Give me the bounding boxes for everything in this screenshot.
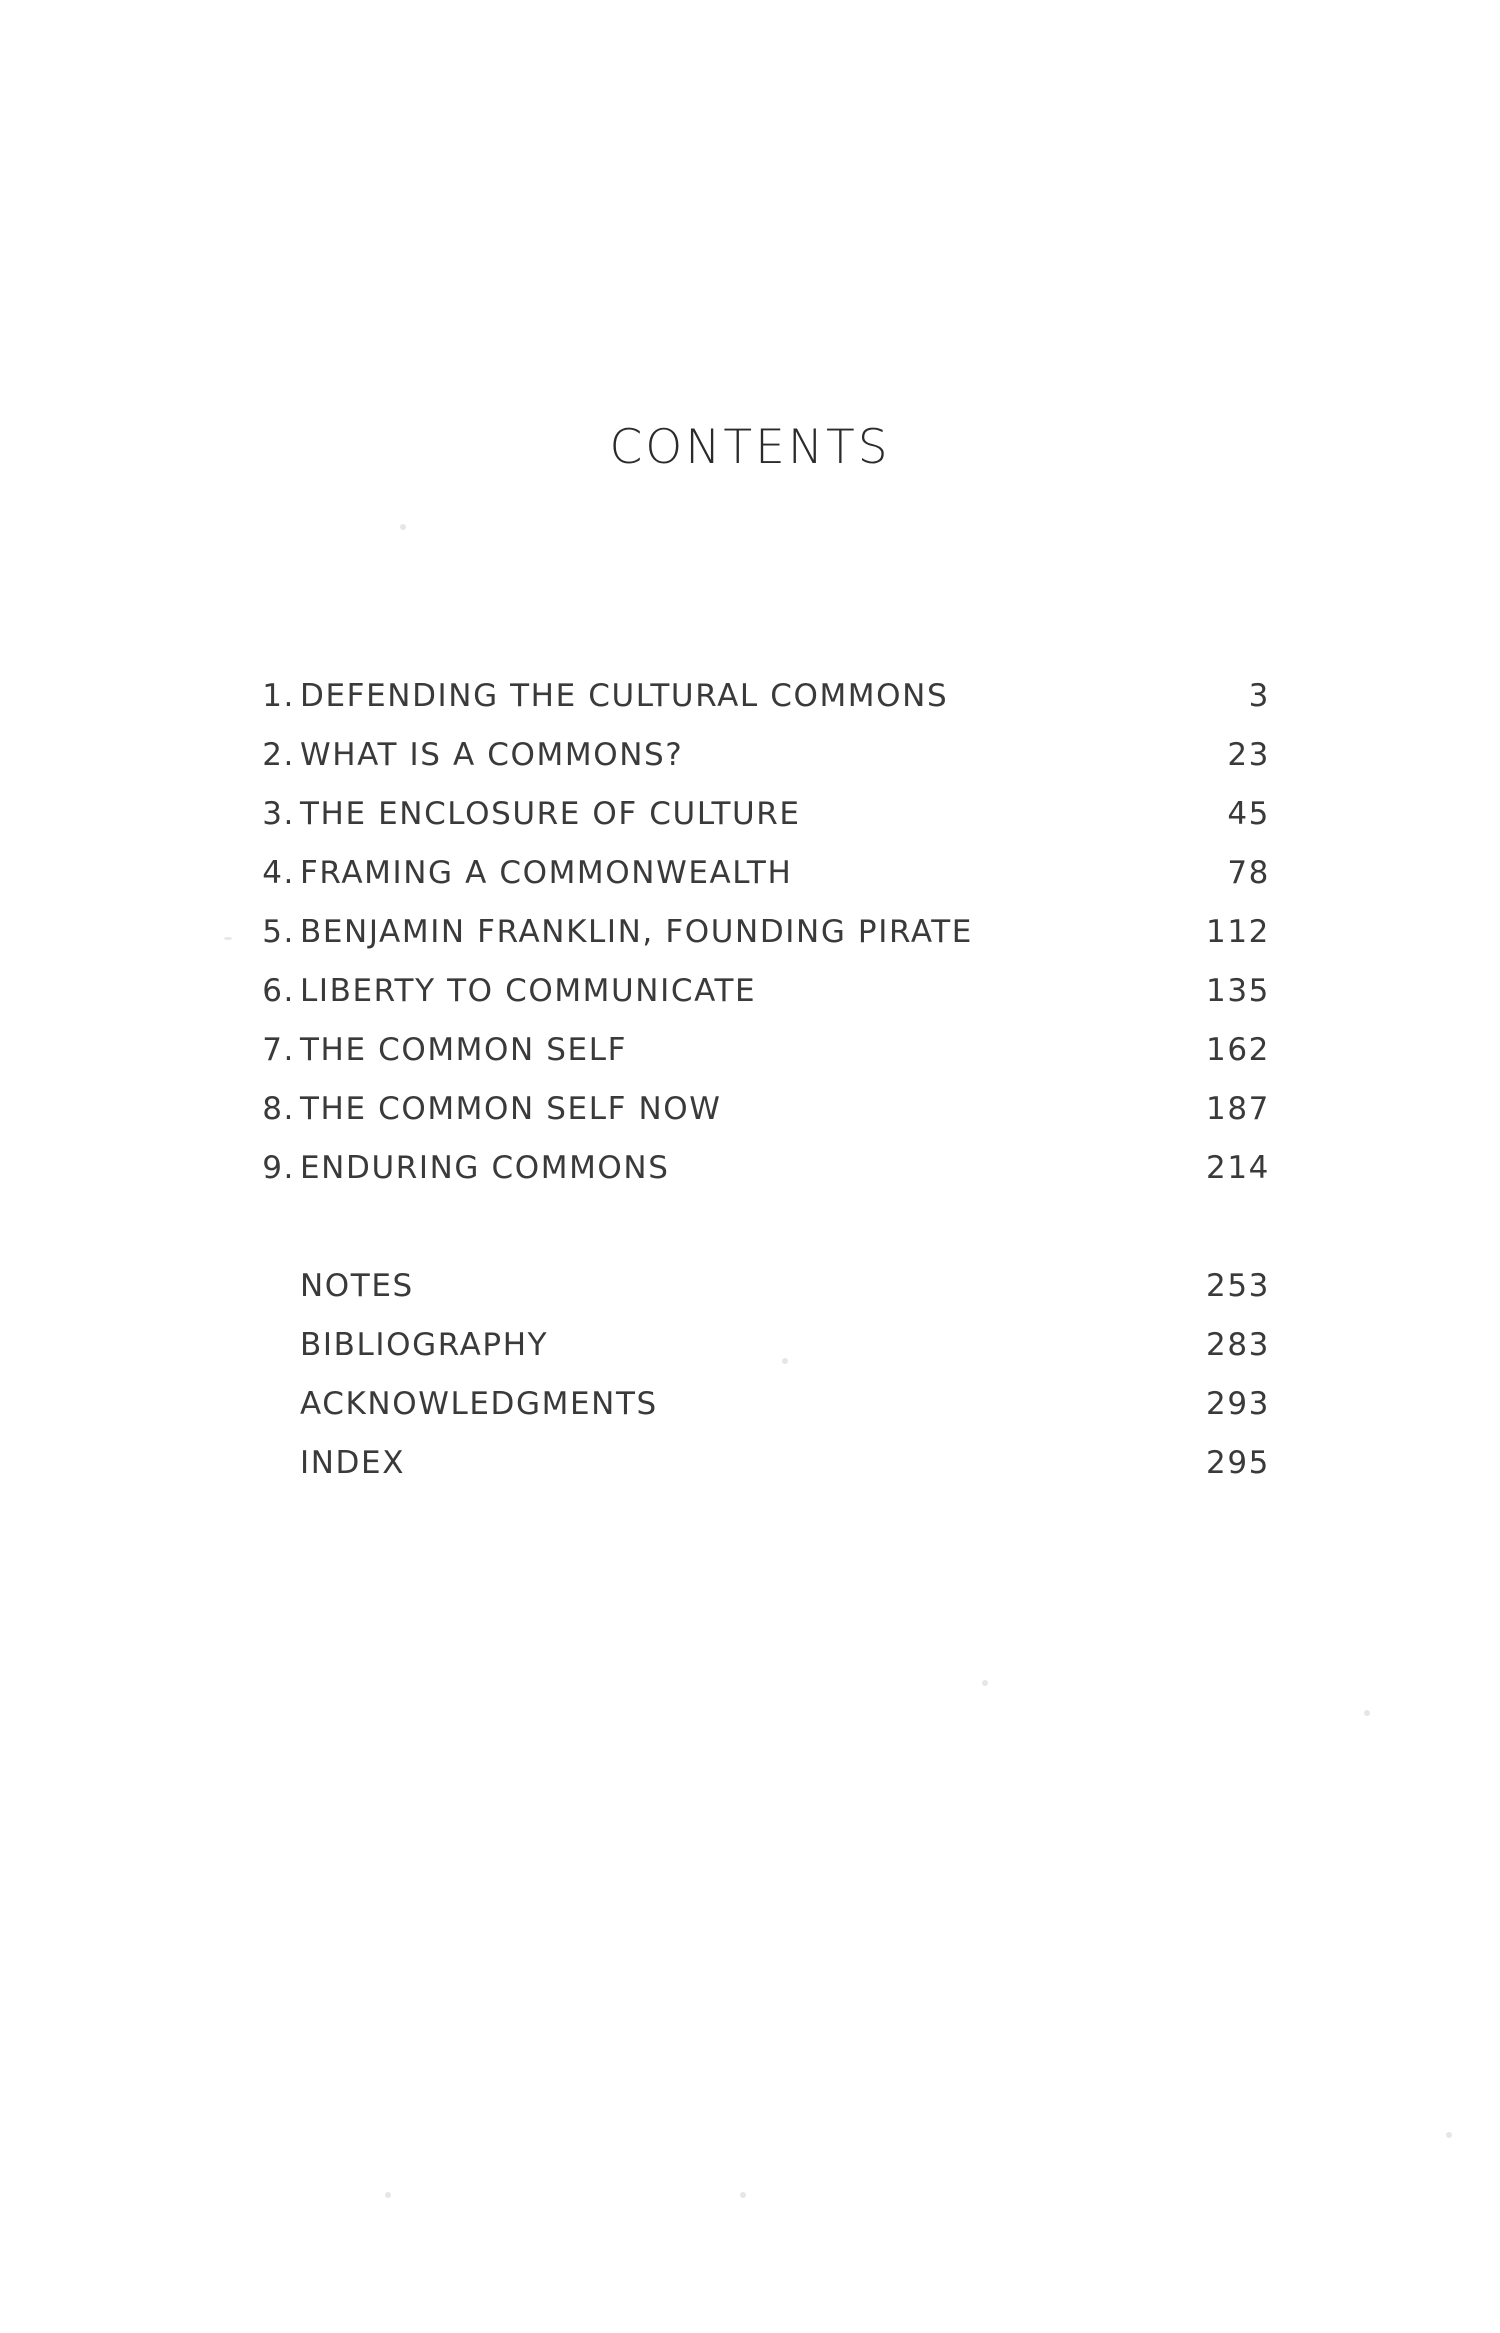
scan-speck <box>224 937 232 940</box>
chapter-number: 1. <box>262 678 295 714</box>
scan-speck <box>782 1358 788 1364</box>
chapter-number: 3. <box>262 796 295 832</box>
toc-entry-bibliography <box>250 1320 1270 1370</box>
chapter-title: ENDURING COMMONS <box>300 1150 670 1186</box>
toc-entry-acknowledgments <box>250 1379 1270 1429</box>
chapter-number: 6. <box>262 973 295 1009</box>
toc-entry-chapter-3 <box>250 789 1270 839</box>
toc-entry-chapter-1 <box>250 671 1270 721</box>
toc-entry-index <box>250 1438 1270 1488</box>
chapter-title: THE COMMON SELF NOW <box>300 1091 722 1127</box>
scan-speck <box>740 2192 746 2198</box>
toc-entry-chapter-9 <box>250 1143 1270 1193</box>
chapter-title: LIBERTY TO COMMUNICATE <box>300 973 757 1009</box>
toc-entry-notes <box>250 1261 1270 1311</box>
page-number: 187 <box>1206 1091 1270 1127</box>
toc-entry-chapter-5 <box>250 907 1270 957</box>
scan-speck <box>385 2192 391 2198</box>
chapter-title: DEFENDING THE CULTURAL COMMONS <box>300 678 949 714</box>
back-matter-title: ACKNOWLEDGMENTS <box>300 1386 658 1422</box>
chapter-title: THE ENCLOSURE OF CULTURE <box>300 796 801 832</box>
page-number: 293 <box>1206 1386 1270 1422</box>
chapter-number: 9. <box>262 1150 295 1186</box>
back-matter-title: BIBLIOGRAPHY <box>300 1327 549 1363</box>
chapter-number: 4. <box>262 855 295 891</box>
toc-entry-chapter-6 <box>250 966 1270 1016</box>
chapter-title: BENJAMIN FRANKLIN, FOUNDING PIRATE <box>300 914 973 950</box>
scan-speck <box>982 1680 988 1686</box>
scan-speck <box>1364 1710 1370 1716</box>
chapter-number: 5. <box>262 914 295 950</box>
chapter-number: 8. <box>262 1091 295 1127</box>
page-number: 295 <box>1206 1445 1270 1481</box>
page-number: 3 <box>1248 678 1270 714</box>
page-number: 283 <box>1206 1327 1270 1363</box>
chapter-title: FRAMING A COMMONWEALTH <box>300 855 793 891</box>
chapter-title: WHAT IS A COMMONS? <box>300 737 684 773</box>
chapter-title: THE COMMON SELF <box>300 1032 628 1068</box>
chapter-number: 7. <box>262 1032 295 1068</box>
back-matter-title: NOTES <box>300 1268 414 1304</box>
scan-speck <box>400 524 406 530</box>
back-matter-title: INDEX <box>300 1445 406 1481</box>
scan-speck <box>1446 2132 1452 2138</box>
page-number: 45 <box>1227 796 1270 832</box>
page-number: 112 <box>1206 914 1270 950</box>
toc-entry-chapter-8 <box>250 1084 1270 1134</box>
page-number: 135 <box>1206 973 1270 1009</box>
chapter-number: 2. <box>262 737 295 773</box>
page-title: CONTENTS <box>609 420 891 475</box>
page-number: 23 <box>1227 737 1270 773</box>
page-number: 78 <box>1227 855 1270 891</box>
toc-entry-chapter-4 <box>250 848 1270 898</box>
toc-entry-chapter-7 <box>250 1025 1270 1075</box>
page-number: 214 <box>1206 1150 1270 1186</box>
page-number: 162 <box>1206 1032 1270 1068</box>
page-number: 253 <box>1206 1268 1270 1304</box>
toc-entry-chapter-2 <box>250 730 1270 780</box>
